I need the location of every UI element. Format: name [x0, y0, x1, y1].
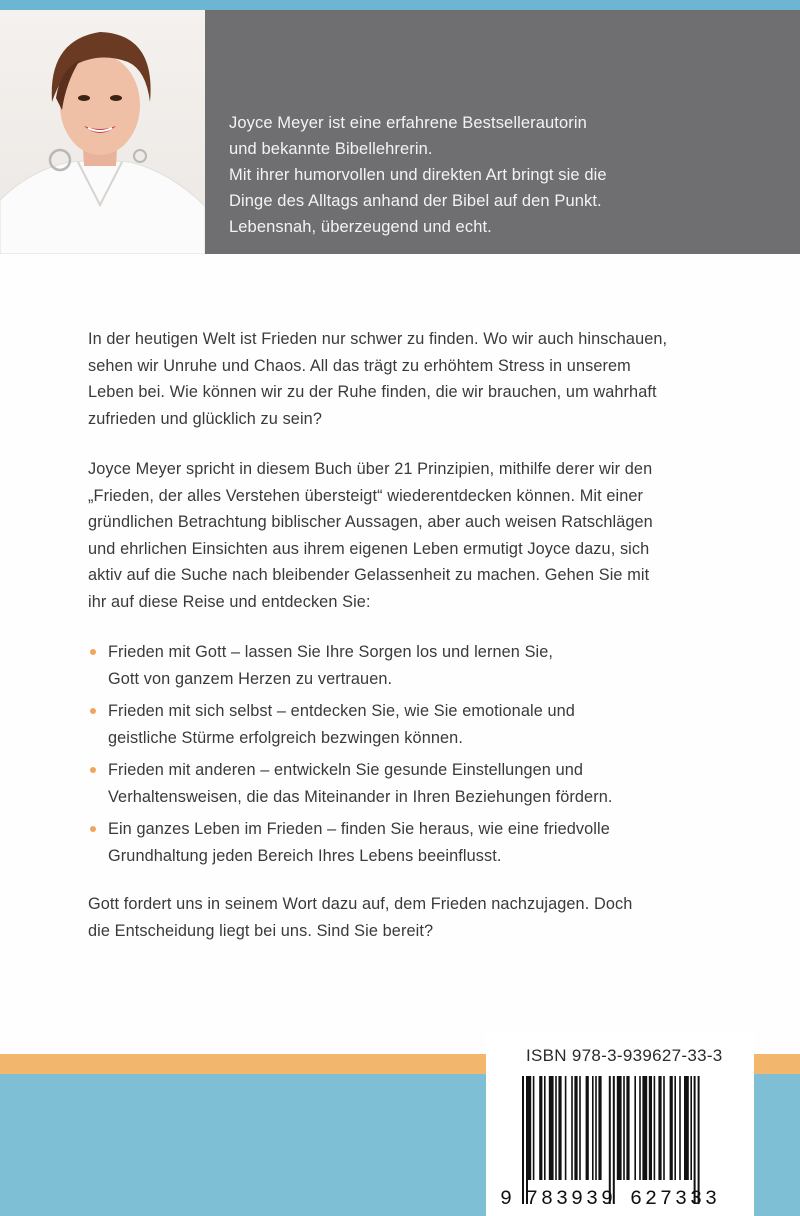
- barcode-bar: [598, 1076, 601, 1180]
- list-item-line: Frieden mit anderen – entwickeln Sie gesunde Einstellungen und: [108, 761, 584, 779]
- barcode-bar: [674, 1076, 676, 1180]
- barcode-bar: [663, 1076, 665, 1180]
- bullet-dot-icon: [90, 767, 96, 773]
- barcode-bar: [642, 1076, 647, 1180]
- barcode-bar: [679, 1076, 681, 1180]
- author-banner: [0, 10, 800, 254]
- barcode-bar: [690, 1076, 692, 1180]
- author-bio: [229, 110, 607, 240]
- barcode-bar: [623, 1076, 625, 1180]
- barcode-bar: [658, 1076, 661, 1180]
- list-item-line: Verhaltensweisen, die das Miteinander in Ihren Beziehungen fördern.: [108, 787, 613, 806]
- barcode-bar: [670, 1076, 673, 1180]
- author-bio-panel: [205, 10, 800, 254]
- text-line: ihr auf diese Reise und entdecken Sie:: [88, 592, 371, 611]
- top-accent-bar: [0, 0, 800, 10]
- barcode-bar: [592, 1076, 594, 1180]
- text-line: Gott fordert uns in seinem Wort dazu auf, dem Frieden nachzujagen. Doch: [88, 895, 633, 913]
- text-line: sehen wir Unruhe und Chaos. All das trägt zu erhöhtem Stress in unserem: [88, 356, 631, 375]
- list-item-line: Gott von ganzem Herzen zu vertrauen.: [108, 669, 393, 688]
- closing-paragraph: [88, 891, 728, 944]
- list-item-line: geistliche Stürme erfolgreich bezwingen können.: [108, 728, 463, 747]
- barcode-bar: [574, 1076, 577, 1180]
- barcode-bar: [617, 1076, 622, 1180]
- barcode-right-digits: 627333: [630, 1188, 721, 1208]
- list-item-line: Frieden mit sich selbst – entdecken Sie, wie Sie emotionale und: [108, 702, 575, 720]
- barcode-bar: [694, 1076, 696, 1204]
- list-item-line: Grundhaltung jeden Bereich Ihres Lebens beeinflusst.: [108, 846, 502, 865]
- barcode-bar: [639, 1076, 641, 1180]
- barcode-bar: [613, 1076, 615, 1204]
- text-line: In der heutigen Welt ist Frieden nur schwer zu finden. Wo wir auch hinschauen,: [88, 330, 668, 348]
- bullet-dot-icon: [90, 708, 96, 714]
- list-item: [88, 757, 728, 810]
- list-item: [88, 816, 728, 869]
- author-portrait-icon: [0, 10, 205, 254]
- barcode-bar: [565, 1076, 567, 1180]
- barcode-bar: [555, 1076, 557, 1180]
- barcode-bar: [544, 1076, 546, 1180]
- barcode-bar: [558, 1076, 561, 1180]
- barcode-panel: [486, 1030, 754, 1216]
- list-item: [88, 698, 728, 751]
- barcode-bar: [684, 1076, 689, 1180]
- barcode-bar: [549, 1076, 554, 1180]
- barcode-bar: [595, 1076, 597, 1180]
- barcode-bar: [649, 1076, 652, 1180]
- barcode-bar: [528, 1076, 531, 1180]
- bio-line: Joyce Meyer ist eine erfahrene Bestsellerautorin: [229, 114, 587, 132]
- barcode-bar: [586, 1076, 589, 1180]
- text-line: zufrieden und glücklich zu sein?: [88, 409, 322, 428]
- barcode-bar: [539, 1076, 542, 1180]
- text-line: gründlichen Betrachtung biblischer Aussagen, aber auch weisen Ratschlägen: [88, 513, 653, 531]
- bullet-dot-icon: [90, 649, 96, 655]
- text-line: Leben bei. Wie können wir zu der Ruhe finden, die wir brauchen, um wahrhaft: [88, 383, 657, 401]
- barcode-bars: [522, 1076, 700, 1204]
- barcode-bar: [526, 1076, 528, 1204]
- barcode-icon: [496, 1076, 746, 1208]
- barcode-bar: [634, 1076, 636, 1180]
- barcode-bar: [654, 1076, 656, 1180]
- text-line: aktiv auf die Suche nach bleibender Gelassenheit zu machen. Gehen Sie mit: [88, 566, 650, 584]
- text-line: und ehrlichen Einsichten aus ihrem eigenen Leben ermutigt Joyce dazu, sich: [88, 539, 650, 558]
- description-paragraph: [88, 456, 728, 615]
- bio-line: Mit ihrer humorvollen und direkten Art bringt sie die: [229, 166, 607, 184]
- bio-line: und bekannte Bibellehrerin.: [229, 140, 433, 158]
- barcode-bar: [522, 1076, 524, 1204]
- text-line: „Frieden, der alles Verstehen übersteigt“ wiederentdecken können. Mit einer: [88, 486, 644, 505]
- text-line: die Entscheidung liegt bei uns. Sind Sie bereit?: [88, 921, 434, 940]
- intro-paragraph: [88, 326, 728, 432]
- barcode-bar: [579, 1076, 581, 1180]
- bio-line: Lebensnah, überzeugend und echt.: [229, 218, 492, 236]
- isbn-label: ISBN 978-3-939627-33-3: [526, 1046, 723, 1065]
- barcode-leading-digit: 9: [500, 1188, 513, 1208]
- barcode-bar: [698, 1076, 700, 1204]
- bio-line: Dinge des Alltags anhand der Bibel auf den Punkt.: [229, 192, 602, 210]
- barcode-left-digits: 783939: [526, 1188, 617, 1208]
- list-item-line: Frieden mit Gott – lassen Sie Ihre Sorgen los und lernen Sie,: [108, 643, 554, 661]
- list-item-line: Ein ganzes Leben im Frieden – finden Sie heraus, wie eine friedvolle: [108, 820, 610, 838]
- blurb-content: [88, 326, 728, 968]
- barcode-bar: [626, 1076, 629, 1180]
- barcode-bar: [571, 1076, 573, 1180]
- list-item: [88, 639, 728, 692]
- bullet-dot-icon: [90, 826, 96, 832]
- barcode-bar: [533, 1076, 535, 1180]
- text-line: Joyce Meyer spricht in diesem Buch über 21 Prinzipien, mithilfe derer wir den: [88, 460, 653, 478]
- author-portrait: [0, 10, 205, 254]
- barcode-bar: [609, 1076, 611, 1204]
- benefits-list: [88, 639, 728, 869]
